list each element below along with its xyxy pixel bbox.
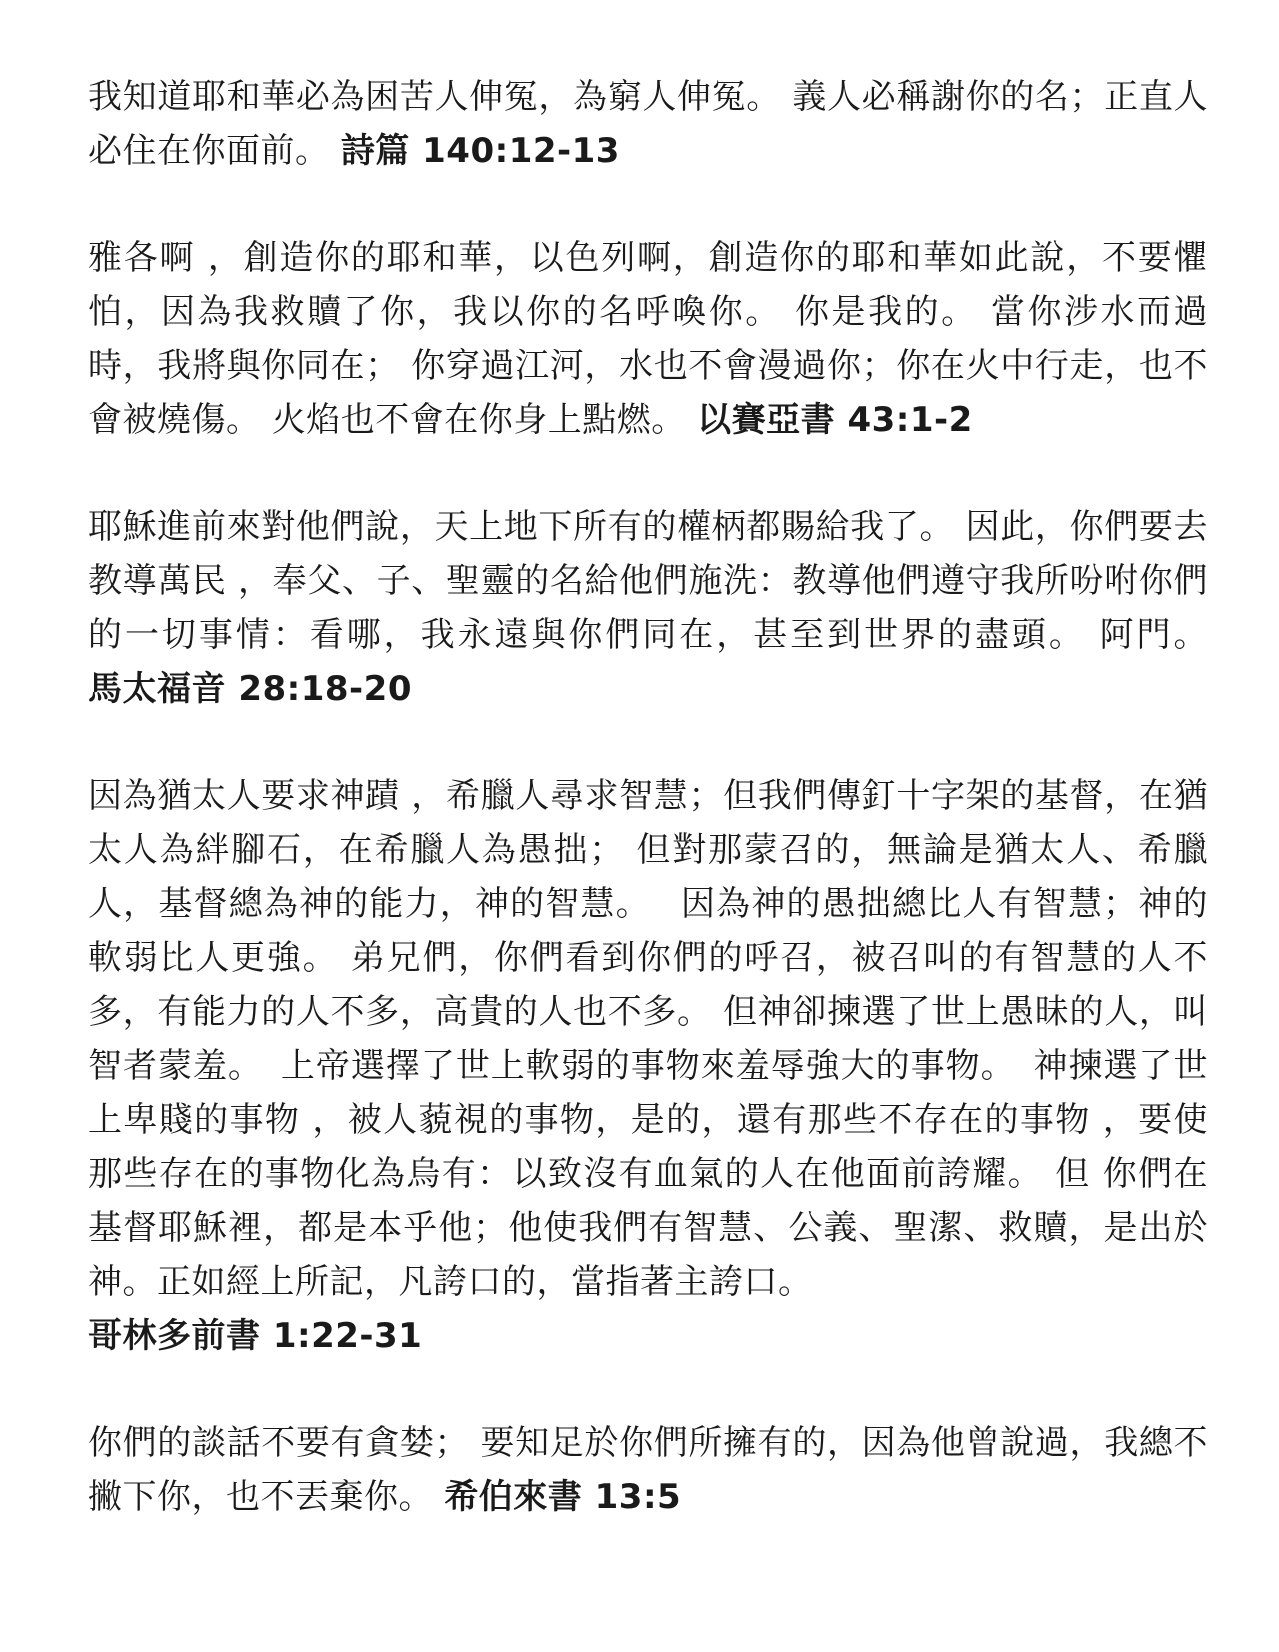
scripture-reference: 詩篇 140:12-13	[340, 131, 620, 171]
scripture-reference: 哥林多前書 1:22-31	[88, 1316, 423, 1356]
scripture-reference: 希伯來書 13:5	[444, 1477, 682, 1517]
passage-hebrews	[88, 1416, 1208, 1524]
passage-psalms	[88, 70, 1208, 178]
scripture-reference: 馬太福音 28:18-20	[88, 669, 412, 709]
scripture-reference: 以賽亞書 43:1-2	[697, 400, 973, 440]
passage-corinthians	[88, 769, 1208, 1363]
passage-matthew	[88, 500, 1208, 716]
passage-text: 你們的談話不要有貪婪； 要知足於你們所擁有的，因為他曾說過，我總不撇下你，也不丟棄你。	[88, 1423, 1208, 1517]
passage-text: 雅各啊 ，創造你的耶和華，以色列啊，創造你的耶和華如此說，不要懼怕，因為我救贖了你，我以你的名呼喚你。 你是我的。 當你涉水而過時，我將與你同在； 你穿過江河，水也不會漫過你；你在火中行走，也不會被燒傷。 火焰也不會在你身上點燃。	[88, 238, 1208, 440]
passage-text: 我知道耶和華必為困苦人伸冤，為窮人伸冤。 義人必稱謝你的名；正直人必住在你面前。	[88, 77, 1208, 171]
passage-isaiah	[88, 231, 1208, 447]
passage-text: 耶穌進前來對他們說，天上地下所有的權柄都賜給我了。 因此，你們要去教導萬民 ，奉父、子、聖靈的名給他們施洗：教導他們遵守我所吩咐你們的一切事情：看哪，我永遠與你們同在，甚至到世界的盡頭。 阿門。	[88, 507, 1208, 655]
passage-text: 因為猶太人要求神蹟 ，希臘人尋求智慧；但我們傳釘十字架的基督，在猶太人為絆腳石，在希臘人為愚拙； 但對那蒙召的，無論是猶太人、希臘人，基督總為神的能力，神的智慧。 因為神的愚拙總比人有智慧；神的軟弱比人更強。 弟兄們，你們看到你們的呼召，被召叫的有智慧的人不多，有能力的人不多，高貴的人也不多。 但神卻揀選了世上愚昧的人，叫智者蒙羞。 上帝選擇了世上軟弱的事物來羞辱強大的事物。 神揀選了世上卑賤的事物 ，被人藐視的事物，是的，還有那些不存在的事物 ，要使那些存在的事物化為烏有：以致沒有血氣的人在他面前誇耀。 但 你們在基督耶穌裡，都是本乎他；他使我們有智慧、公義、聖潔、救贖，是出於神。正如經上所記，凡誇口的，當指著主誇口。	[88, 776, 1208, 1302]
devotional-page	[88, 70, 1208, 1577]
